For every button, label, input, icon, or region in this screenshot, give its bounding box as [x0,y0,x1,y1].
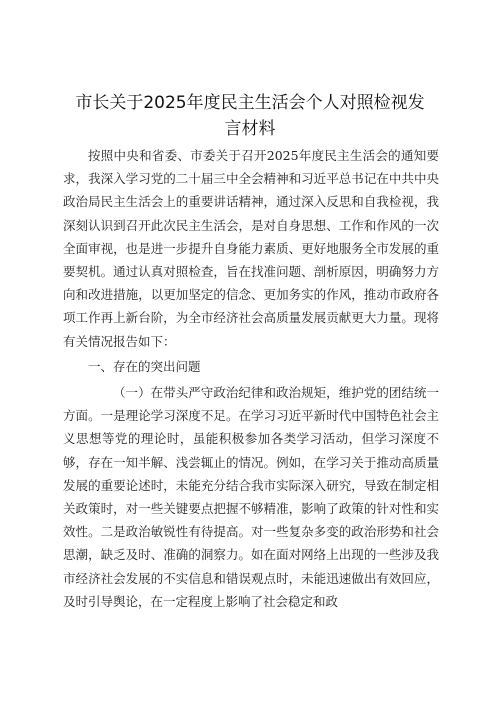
document-title-line-1: 市长关于2025年度民主生活会个人对照检视发 [75,93,425,113]
document-title-line-2: 言材料 [224,119,276,139]
section-paragraph: （一）在带头严守政治纪律和政治规矩，维护党的团结统一方面。一是理论学习深度不足。在学习习近平新时代中国特色社会主义思想等党的理论时，虽能积极参加各类学习活动，但学习深度不够，存在一知半解、浅尝辄止的情况。例如，在学习关于推动高质量发展的重要论述时，未能充分结合我市实际深入研究，导致在制定相关政策时，对一些关键要点把握不够精准，影响了政策的针对性和实效性。二是政治敏锐性有待提高。对一些复杂多变的政治形势和社会思潮，缺乏及时、准确的洞察力。如在面对网络上出现的一些涉及我市经济社会发展的不实信息和错误观点时，未能迅速做出有效回应，及时引导舆论，在一定程度上影响了社会稳定和政 [63,385,439,609]
document-body [63,144,439,613]
section-heading: 一、存在的突出问题 [88,358,201,374]
intro-paragraph: 按照中央和省委、市委关于召开2025年度民主生活会的通知要求，我深入学习党的二十届三中全会精神和习近平总书记在中共中央政治局民主生活会上的重要讲话精神，通过深入反思和自我检视，我深刻认识到召开此次民主生活会，是对自身思想、工作和作风的一次全面审视，也是进一步提升自身能力素质、更好地服务全市发展的重要契机。通过认真对照检查，旨在找准问题、剖析原因，明确努力方向和改进措施，以更加坚定的信念、更加务实的作风，推动市政府各项工作再上新台阶，为全市经济社会高质量发展贡献更大力量。现将有关情况报告如下： [63,148,439,349]
